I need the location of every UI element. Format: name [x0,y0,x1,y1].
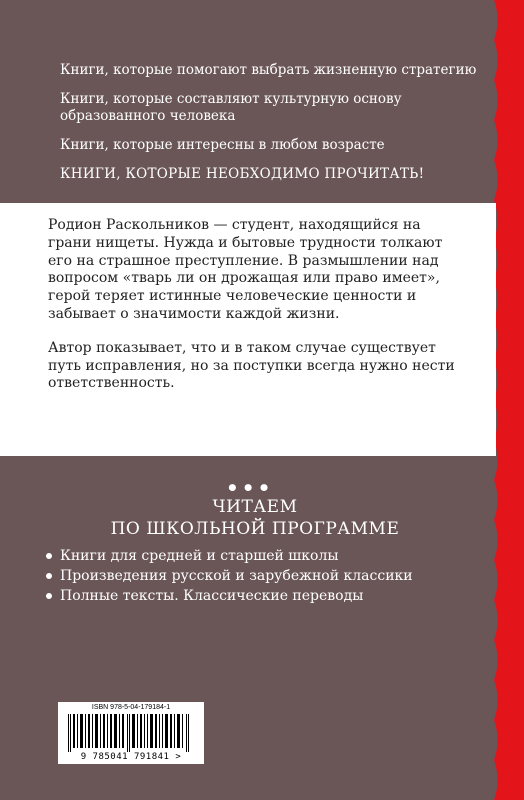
isbn-barcode [58,702,204,764]
list-item [46,566,486,586]
isbn-label: ISBN 978-5-04-179184-1 [91,704,171,711]
series-heading [40,496,470,540]
list-item-text: Полные тексты. Классические переводы [60,588,364,604]
series-heading-line-2: ПО ШКОЛЬНОЙ ПРОГРАММЕ [110,519,400,539]
red-edge-strip [494,0,524,800]
tagline-any-age: Книги, которые интересны в любом возрасте [60,137,385,153]
description-paragraph-1: Родион Раскольников — студент, находящийся на грани нищеты. Нужда и бытовые трудности толкают его на страшное преступление. В размышлении над вопросом «тварь ли он дрожащая или право имеет», герой теряет истинные человеческие ценности и забывает о значимости каждой жизни. [48,217,443,322]
separator-dots: ••• [226,476,274,500]
series-heading-line-1: ЧИТАЕМ [212,497,298,517]
list-item [46,586,486,606]
tagline-must-read: КНИГИ, КОТОРЫЕ НЕОБХОДИМО ПРОЧИТАТЬ! [60,166,425,182]
book-description [48,217,468,409]
bullet-icon [46,593,52,599]
series-features-list [46,546,486,606]
wavy-edge-icon [494,0,524,800]
description-paragraph-2: Автор показывает, что и в таком случае существует путь исправления, но за поступки всегда нужно нести ответственность. [48,339,455,392]
tagline-culture: Книги, которые составляют культурную основу образованного человека [60,91,402,124]
bullet-icon [46,573,52,579]
bullet-icon [46,553,52,559]
list-item [46,546,486,566]
list-item-text: Книги для средней и старшей школы [60,548,339,564]
barcode-icon [66,714,196,752]
barcode-digits: 9 785041 791841 > [80,752,182,762]
tagline-strategy: Книги, которые помогают выбрать жизненную стратегию [60,62,477,78]
list-item-text: Произведения русской и зарубежной классики [60,568,413,584]
top-taglines [60,62,480,195]
